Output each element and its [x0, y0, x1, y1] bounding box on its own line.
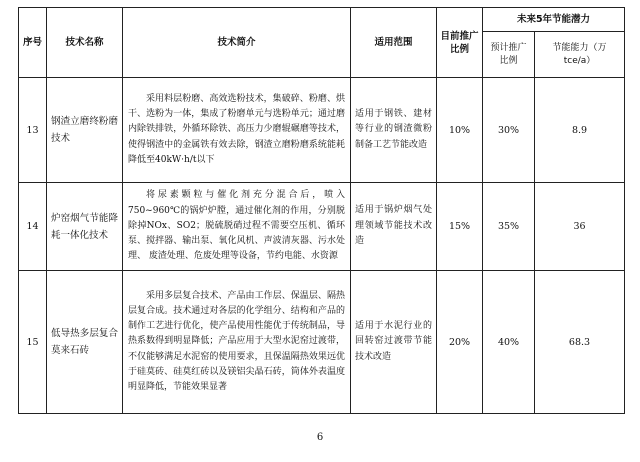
row-seq: 15 [19, 271, 47, 414]
row-saving: 36 [535, 183, 625, 271]
row-current-ratio: 10% [437, 78, 483, 183]
table-row [19, 78, 625, 183]
table-row [19, 183, 625, 271]
row-current-ratio: 15% [437, 183, 483, 271]
technology-table [18, 7, 625, 414]
header-scope: 适用范围 [351, 8, 437, 78]
row-saving: 8.9 [535, 78, 625, 183]
page-number: 6 [316, 432, 324, 443]
row-expected-ratio: 30% [483, 78, 535, 183]
row-name: 低导热多层复合莫来石砖 [47, 271, 123, 414]
row-name: 钢渣立磨终粉磨技术 [47, 78, 123, 183]
row-intro: 采用料层粉磨、高效选粉技术，集破碎、粉磨、烘干、选粉为一体，集成了粉磨单元与选粉单元；通过磨内除铁排铁，外循环除铁、高压力少磨辊碾磨等技术，使得钢渣中的金属铁有效去除，钢渣立磨粉磨系统能耗降低至40kW·h/t以下 [123, 78, 351, 183]
row-seq: 14 [19, 183, 47, 271]
header-potential: 未来5年节能潜力 [483, 8, 625, 32]
row-saving: 68.3 [535, 271, 625, 414]
row-intro: 将尿素颗粒与催化剂充分混合后，喷入750~960℃的锅炉炉膛，通过催化剂的作用，分别脱除掉NOx、SO2；脱硫脱硝过程不需要空压机、循环泵、搅拌器、输出泵、氧化风机、声波清灰器、污水处理、 废渣处理、危废处理等设备，节约电能、水资源 [123, 183, 351, 271]
row-scope: 适用于水泥行业的回转窑过渡带节能技术改造 [351, 271, 437, 414]
header-intro: 技术简介 [123, 8, 351, 78]
row-current-ratio: 20% [437, 271, 483, 414]
table-row [19, 271, 625, 414]
header-seq: 序号 [19, 8, 47, 78]
row-intro: 采用多层复合技术、产品由工作层、保温层、隔热层复合成。技术通过对各层的化学组分、结构和产品的制作工艺进行优化，使产品使用性能优于传统制品，导热系数得到明显降低；产品应用于大型水泥窑过渡带，不仅能够满足水泥窑的使用要求，且保温隔热效果远优于硅莫砖、硅莫红砖以及镁铝尖晶石砖，筒体外表温度明显降低，节能效果显著 [123, 271, 351, 414]
header-saving: 节能能力（万 tce/a） [535, 32, 625, 78]
header-row [19, 8, 625, 32]
header-expected-ratio: 预计推广比例 [483, 32, 535, 78]
row-seq: 13 [19, 78, 47, 183]
header-current-ratio: 目前推广比例 [437, 8, 483, 78]
row-scope: 适用于钢铁、建材等行业的钢渣微粉制备工艺节能改造 [351, 78, 437, 183]
row-expected-ratio: 40% [483, 271, 535, 414]
row-expected-ratio: 35% [483, 183, 535, 271]
row-name: 炉窑烟气节能降耗一体化技术 [47, 183, 123, 271]
row-scope: 适用于锅炉烟气处理领域节能技术改造 [351, 183, 437, 271]
header-name: 技术名称 [47, 8, 123, 78]
